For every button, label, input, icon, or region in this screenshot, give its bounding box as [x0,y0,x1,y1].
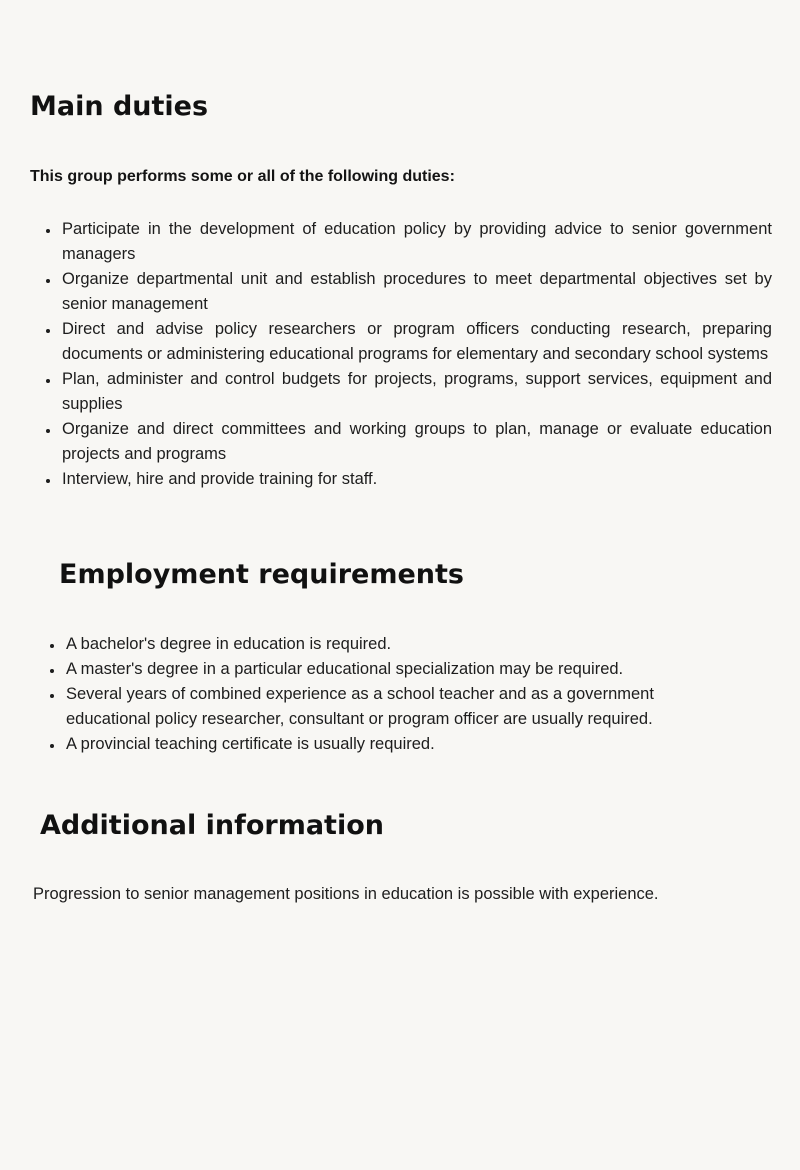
list-item: • Interview, hire and provide training for staff. [60,467,772,492]
list-item: • Participate in the development of education policy by providing advice to senior government managers [60,217,772,267]
main-duties-list [0,217,772,492]
list-item: • Direct and advise policy researchers or program officers conducting research, preparing documents or administering educational programs for elementary and secondary school systems [60,317,772,367]
list-item: • Several years of combined experience as a school teacher and as a government educational policy researcher, consultant or program officer are usually required. [64,682,714,732]
main-duties-section [0,0,800,492]
list-item: • Organize departmental unit and establish procedures to meet departmental objectives set by senior management [60,267,772,317]
main-duties-heading: Main duties [30,91,209,122]
employment-requirements-list [0,632,714,757]
list-item: • Organize and direct committees and working groups to plan, manage or evaluate education projects and programs [60,417,772,467]
list-item: • A master's degree in a particular educational specialization may be required. [64,657,714,682]
main-duties-intro: This group performs some or all of the following duties: [30,168,455,185]
list-item: • A provincial teaching certificate is usually required. [64,732,714,757]
list-item: • A bachelor's degree in education is required. [64,632,714,657]
list-item: • Plan, administer and control budgets for projects, programs, support services, equipment and supplies [60,367,772,417]
additional-information-section [0,809,800,905]
employment-requirements-heading: Employment requirements [59,559,464,590]
additional-information-paragraph: Progression to senior management positions in education is possible with experience. [33,885,659,903]
employment-requirements-section [0,558,800,757]
additional-information-heading: Additional information [40,810,384,841]
